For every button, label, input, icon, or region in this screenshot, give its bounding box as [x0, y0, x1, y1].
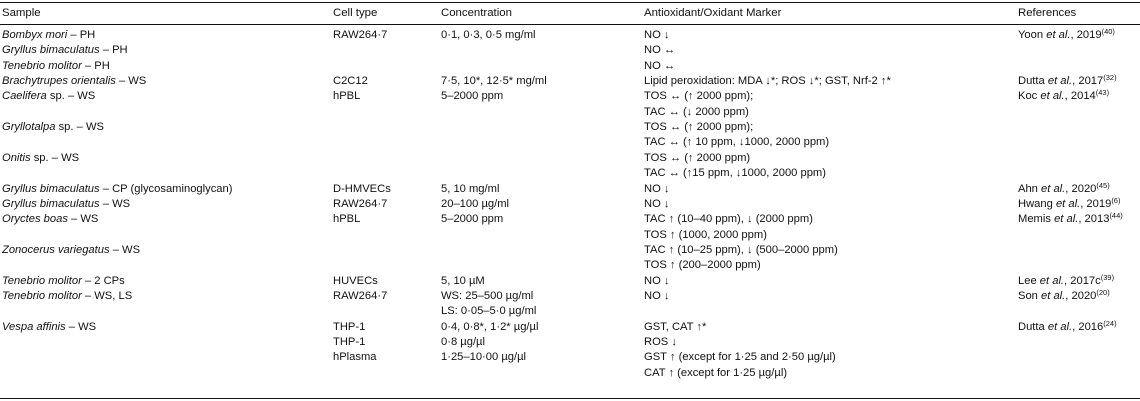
cell-cell-type: THP-1: [333, 320, 366, 333]
cell-sample: [2, 28, 95, 43]
table-row: [0, 274, 1140, 289]
reference-text: Memis et al., 2013: [1018, 213, 1110, 226]
cell-cell-type: C2C12: [333, 75, 368, 88]
reference-number: (6): [1111, 195, 1121, 205]
table-header: [0, 6, 1140, 21]
cell-reference: [1018, 320, 1117, 335]
reference-number: (32): [1103, 73, 1117, 83]
cell-cell-type: RAW264·7: [333, 289, 388, 302]
table-row: [0, 212, 1140, 227]
cell-marker: TOS ↔ (↑ 2000 ppm): [644, 151, 751, 164]
cell-concentration: WS: 25–500 µg/ml: [441, 289, 534, 302]
cell-sample: [2, 197, 130, 212]
cell-cell-type: hPlasma: [333, 351, 377, 364]
cell-marker: GST ↑ (except for 1·25 and 2·50 µg/µl): [644, 351, 836, 364]
cell-concentration: 5, 10 µM: [441, 274, 485, 287]
cell-marker: TOS ↑ (200–2000 ppm): [644, 259, 761, 272]
sample-detail: – PH: [81, 59, 110, 72]
et-al: et al.: [1047, 320, 1073, 333]
cell-marker: NO ↓: [644, 274, 670, 287]
reference-text: Yoon et al., 2019: [1018, 29, 1102, 41]
cell-reference: [1018, 74, 1117, 89]
cell-reference: [1018, 212, 1123, 227]
header-rule: [0, 24, 1140, 25]
cell-marker: TAC ↔ (↑15 ppm, ↓1000, 2000 ppm): [644, 167, 826, 180]
cell-sample: [2, 43, 128, 58]
cell-sample: [2, 320, 96, 335]
sample-species: Vespa affinis: [2, 320, 66, 333]
cell-reference: [1018, 28, 1115, 43]
header-sample: Sample: [2, 7, 41, 19]
cell-marker: NO ↓: [644, 289, 670, 302]
table-row: [0, 59, 1140, 74]
sample-detail: – WS: [65, 320, 97, 333]
cell-marker: CAT ↑ (except for 1·25 µg/µl): [644, 366, 788, 379]
cell-cell-type: hPBL: [333, 213, 361, 226]
cell-sample: [2, 274, 125, 289]
sample-species: Onitis: [2, 151, 31, 164]
cell-marker: NO ↓: [644, 29, 670, 41]
et-al: et al.: [1054, 213, 1079, 226]
table-row: [0, 89, 1140, 104]
table-row: [0, 166, 1140, 181]
cell-marker: NO ↓: [644, 182, 670, 195]
reference-number: (45): [1096, 180, 1110, 190]
sample-species: Bombyx mori: [2, 29, 68, 41]
sample-species: Zonocerus variegatus: [2, 243, 110, 256]
header-marker: Antioxidant/Oxidant Marker: [644, 7, 782, 19]
sample-species: Tenebrio molitor: [2, 274, 82, 287]
cell-concentration: 0·1, 0·3, 0·5 mg/ml: [441, 29, 536, 41]
sample-detail: – CP (glycosaminoglycan): [99, 182, 233, 195]
table-row: [0, 304, 1140, 319]
sample-species: Tenebrio molitor: [2, 289, 82, 302]
reference-number: (43): [1095, 88, 1110, 98]
table-row: [0, 182, 1140, 197]
cell-reference: [1018, 274, 1114, 289]
cell-sample: [2, 59, 110, 74]
cell-reference: [1018, 89, 1109, 104]
cell-cell-type: D-HMVECs: [333, 182, 391, 195]
table-row: [0, 135, 1140, 150]
cell-sample: [2, 74, 146, 89]
et-al: et al.: [1040, 90, 1065, 103]
cell-reference: [1018, 182, 1110, 197]
sample-detail: – WS, LS: [81, 289, 133, 302]
cell-marker: GST, CAT ↑*: [644, 320, 707, 333]
table-row: [0, 366, 1140, 381]
cell-marker: TAC ↔ (↓ 2000 ppm): [644, 105, 749, 118]
cell-concentration: 5, 10 mg/ml: [441, 182, 500, 195]
sample-detail: sp. – WS: [55, 121, 104, 134]
table-row: [0, 258, 1140, 273]
reference-text: Lee et al., 2017c: [1018, 274, 1101, 287]
reference-text: Koc et al., 2014: [1018, 90, 1096, 103]
table-row: [0, 335, 1140, 350]
cell-sample: [2, 89, 95, 104]
cell-marker: NO ↔: [644, 44, 676, 57]
sample-species: Tenebrio molitor: [2, 59, 82, 72]
cell-concentration: 7·5, 10*, 12·5* mg/ml: [441, 75, 547, 88]
cell-cell-type: RAW264·7: [333, 197, 388, 210]
reference-text: Ahn et al., 2020: [1018, 182, 1097, 195]
reference-number: (20): [1096, 287, 1110, 297]
sample-detail: sp. – WS: [46, 90, 96, 103]
et-al: et al.: [1039, 274, 1065, 287]
table-row: [0, 105, 1140, 120]
cell-concentration: 20–100 µg/ml: [441, 197, 510, 210]
sample-detail: – PH: [99, 44, 128, 57]
sample-detail: – PH: [67, 29, 96, 41]
sample-species: Gryllotalpa: [2, 121, 56, 134]
table-row: [0, 320, 1140, 335]
reference-text: Dutta et al., 2017: [1018, 75, 1104, 88]
cell-marker: NO ↔: [644, 59, 676, 72]
cell-cell-type: THP-1: [333, 336, 366, 348]
reference-number: (40): [1101, 27, 1115, 36]
cell-marker: Lipid peroxidation: MDA ↓*; ROS ↓*; GST, Nrf-2 ↑*: [644, 75, 891, 88]
cell-concentration: 0·8 µg/µl: [441, 336, 485, 348]
sample-species: Gryllus bimaculatus: [2, 197, 100, 210]
sample-detail: sp. – WS: [30, 151, 80, 164]
cell-marker: TAC ↑ (10–25 ppm), ↓ (500–2000 ppm): [644, 243, 838, 256]
table-row: [0, 28, 1140, 43]
reference-text: Son et al., 2020: [1018, 289, 1097, 302]
table-row: [0, 74, 1140, 89]
cell-concentration: 0·4, 0·8*, 1·2* µg/µl: [441, 320, 539, 333]
cell-marker: ROS ↓: [644, 336, 677, 348]
sample-species: Oryctes boas: [2, 213, 68, 226]
table-row: [0, 120, 1140, 135]
cell-marker: TAC ↔ (↑ 10 ppm, ↓1000, 2000 ppm): [644, 136, 830, 149]
cell-concentration: LS: 0·05–5·0 µg/ml: [441, 305, 537, 318]
bottom-rule: [0, 398, 1140, 399]
table-row: [0, 228, 1140, 243]
et-al: et al.: [1041, 182, 1066, 195]
sample-species: Gryllus bimaculatus: [2, 44, 100, 57]
sample-species: Gryllus bimaculatus: [2, 182, 100, 195]
reference-text: Dutta et al., 2016: [1018, 320, 1104, 333]
table-row: [0, 289, 1140, 304]
table-row: [0, 350, 1140, 365]
cell-marker: TOS ↔ (↑ 2000 ppm);: [644, 121, 754, 134]
et-al: et al.: [1047, 75, 1073, 88]
sample-detail: – WS: [115, 75, 147, 88]
table-row: [0, 43, 1140, 58]
cell-sample: [2, 289, 132, 304]
header-cell-type: Cell type: [333, 7, 378, 19]
sample-detail: – WS: [67, 213, 99, 226]
cell-marker: TOS ↑ (1000, 2000 ppm): [644, 228, 767, 241]
et-al: et al.: [1055, 197, 1081, 210]
cell-cell-type: hPBL: [333, 90, 361, 103]
cell-cell-type: HUVECs: [333, 274, 378, 287]
cell-sample: [2, 120, 104, 135]
top-rule: [0, 2, 1140, 3]
cell-sample: [2, 243, 140, 258]
cell-reference: [1018, 197, 1120, 212]
et-al: et al.: [1041, 289, 1066, 302]
cell-marker: TOS ↔ (↑ 2000 ppm);: [644, 90, 754, 103]
sample-detail: – WS: [99, 197, 131, 210]
cell-concentration: 1·25–10·00 µg/µl: [441, 351, 527, 364]
sample-species: Brachytrupes orientalis: [2, 75, 116, 88]
table-row: [0, 151, 1140, 166]
table-row: [0, 243, 1140, 258]
cell-concentration: 5–2000 ppm: [441, 90, 504, 103]
cell-cell-type: RAW264·7: [333, 29, 388, 41]
sample-detail: – WS: [109, 243, 141, 256]
cell-concentration: 5–2000 ppm: [441, 213, 504, 226]
reference-text: Hwang et al., 2019: [1018, 197, 1112, 210]
cell-sample: [2, 182, 232, 197]
sample-species: Caelifera: [2, 90, 47, 103]
header-concentration: Concentration: [441, 7, 512, 19]
cell-sample: [2, 212, 98, 227]
cell-marker: TAC ↑ (10–40 ppm), ↓ (2000 ppm): [644, 213, 813, 226]
cell-sample: [2, 151, 79, 166]
reference-number: (44): [1109, 211, 1123, 221]
header-references: References: [1018, 7, 1077, 19]
cell-marker: NO ↓: [644, 197, 670, 210]
cell-reference: [1018, 289, 1110, 304]
reference-number: (24): [1103, 318, 1117, 328]
et-al: et al.: [1046, 29, 1071, 41]
reference-number: (39): [1100, 272, 1115, 282]
table-row: [0, 197, 1140, 212]
sample-detail: – 2 CPs: [81, 274, 125, 287]
